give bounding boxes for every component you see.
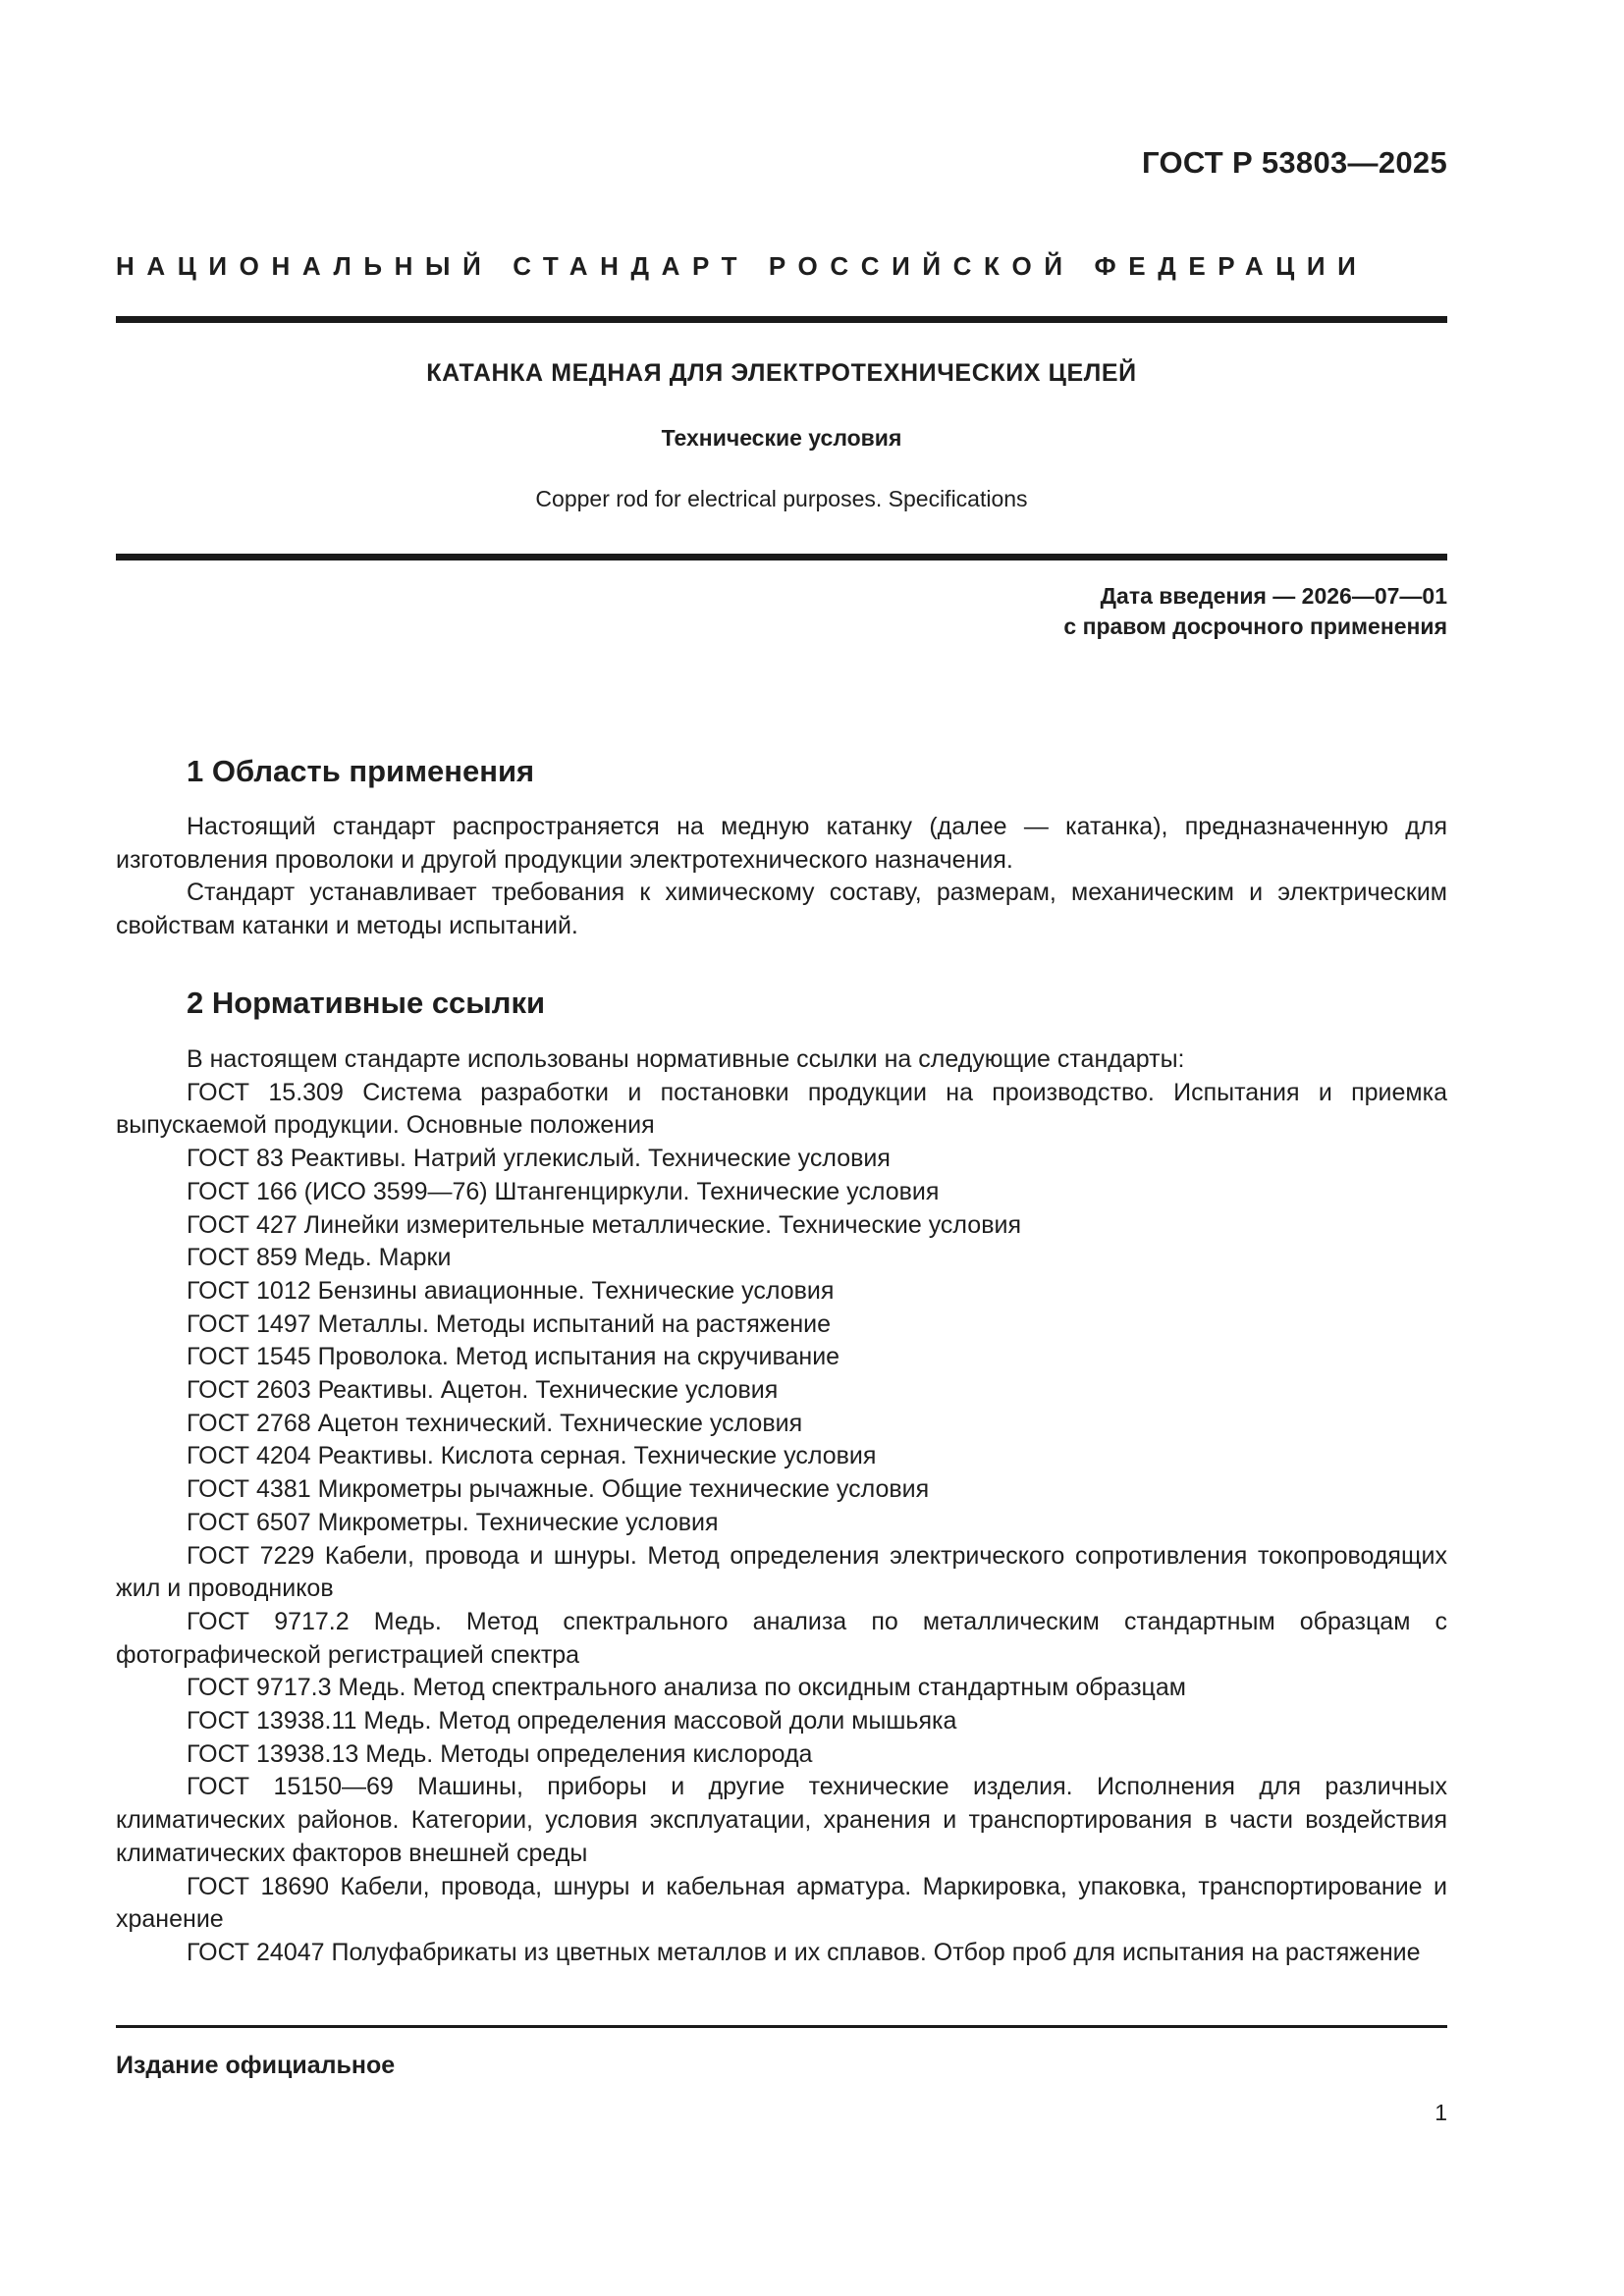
reference-item: ГОСТ 83 Реактивы. Натрий углекислый. Технические условия [187, 1145, 891, 1173]
edition-label: Издание официальное [116, 2052, 396, 2079]
reference-item: ГОСТ 7229 Кабели, провода и шнуры. Метод определения электрического сопротивления токопроводящих жил и проводников [116, 1541, 1447, 1603]
early-application-note: с правом досрочного применения [1063, 614, 1447, 639]
introduction-date: Дата введения — 2026—07—01 [1100, 583, 1447, 609]
document-english-title: Copper rod for electrical purposes. Specifications [535, 486, 1028, 511]
references-intro: В настоящем стандарте использованы нормативные ссылки на следующие стандарты: [187, 1045, 1185, 1073]
reference-item: ГОСТ 13938.11 Медь. Метод определения массовой доли мышьяка [187, 1707, 957, 1735]
section-1-body [116, 811, 1447, 943]
reference-item: ГОСТ 6507 Микрометры. Технические условия [187, 1508, 719, 1536]
section-2-heading: 2 Нормативные ссылки [187, 986, 546, 1020]
section-2-body [116, 1043, 1447, 1970]
paragraph: Стандарт устанавливает требования к химическому составу, размерам, механическим и электрическим свойствам катанки и методы испытаний. [116, 879, 1447, 940]
reference-item: ГОСТ 427 Линейки измерительные металлические. Технические условия [187, 1210, 1021, 1239]
reference-item: ГОСТ 9717.3 Медь. Метод спектрального анализа по оксидным стандартным образцам [187, 1674, 1186, 1702]
reference-item: ГОСТ 1012 Бензины авиационные. Технические условия [187, 1276, 835, 1305]
reference-item: ГОСТ 1497 Металлы. Методы испытаний на растяжение [187, 1309, 832, 1338]
document-number: ГОСТ Р 53803—2025 [1142, 145, 1447, 180]
reference-item: ГОСТ 2603 Реактивы. Ацетон. Технические условия [187, 1376, 779, 1405]
reference-item: ГОСТ 13938.13 Медь. Методы определения кислорода [187, 1739, 813, 1768]
national-standard-header: НАЦИОНАЛЬНЫЙ СТАНДАРТ РОССИЙСКОЙ ФЕДЕРАЦИИ [116, 251, 1369, 281]
reference-item: ГОСТ 18690 Кабели, провода, шнуры и кабельная арматура. Маркировка, упаковка, транспортирование и хранение [116, 1872, 1447, 1934]
reference-item: ГОСТ 4381 Микрометры рычажные. Общие технические условия [187, 1475, 930, 1504]
reference-item: ГОСТ 1545 Проволока. Метод испытания на скручивание [187, 1343, 840, 1371]
reference-item: ГОСТ 2768 Ацетон технический. Технические условия [187, 1409, 803, 1437]
paragraph: Настоящий стандарт распространяется на медную катанку (далее — катанка), предназначенную для изготовления проволоки и другой продукции электротехнического назначения. [116, 813, 1447, 874]
reference-item: ГОСТ 9717.2 Медь. Метод спектрального анализа по металлическим стандартным образцам с фотографической регистрацией спектра [116, 1607, 1447, 1669]
page-number: 1 [1435, 2100, 1447, 2125]
reference-item: ГОСТ 859 Медь. Марки [187, 1244, 452, 1272]
section-1-heading: 1 Область применения [187, 754, 535, 788]
reference-item: ГОСТ 4204 Реактивы. Кислота серная. Технические условия [187, 1442, 877, 1470]
footer-divider [116, 2025, 1447, 2028]
reference-item: ГОСТ 166 (ИСО 3599—76) Штангенциркули. Технические условия [187, 1177, 940, 1205]
introduction-date-block [1063, 581, 1447, 642]
document-subtitle: Технические условия [661, 425, 902, 451]
reference-item: ГОСТ 24047 Полуфабрикаты из цветных металлов и их сплавов. Отбор проб для испытания на растяжение [187, 1938, 1421, 1966]
top-divider [116, 316, 1447, 323]
document-page [116, 0, 1447, 2296]
reference-item: ГОСТ 15.309 Система разработки и постановки продукции на производство. Испытания и приемка выпускаемой продукции. Основные положения [116, 1078, 1447, 1140]
document-title: КАТАНКА МЕДНАЯ ДЛЯ ЭЛЕКТРОТЕХНИЧЕСКИХ ЦЕЛЕЙ [426, 359, 1137, 387]
reference-item: ГОСТ 15150—69 Машины, приборы и другие технические изделия. Исполнения для различных климатических районов. Категории, условия эксплуатации, хранения и транспортирования в части воздействия климатических факторов внешней среды [116, 1773, 1447, 1867]
title-divider [116, 554, 1447, 561]
